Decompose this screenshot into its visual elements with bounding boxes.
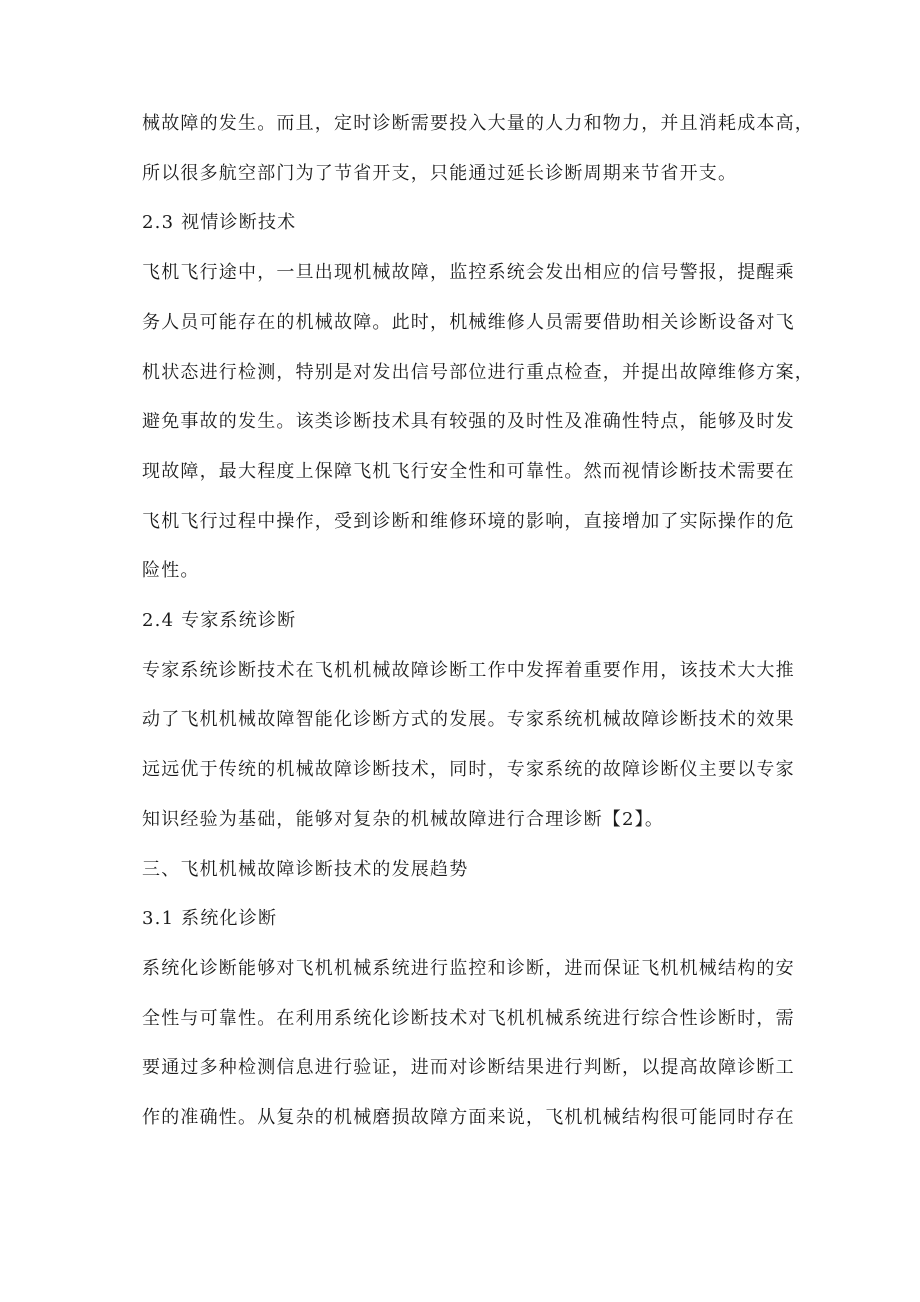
paragraph-line: 避免事故的发生。该类诊断技术具有较强的及时性及准确性特点，能够及时发 bbox=[142, 411, 795, 432]
paragraph-line: 系统化诊断能够对飞机机械系统进行监控和诊断，进而保证飞机机械结构的安 bbox=[142, 958, 795, 979]
section-heading: 三、飞机机械故障诊断技术的发展趋势 bbox=[142, 859, 469, 880]
paragraph-line: 机状态进行检测，特别是对发出信号部位进行重点检查，并提出故障维修方案， bbox=[142, 362, 814, 383]
section-heading: 2.3 视情诊断技术 bbox=[142, 212, 297, 233]
paragraph-line: 全性与可靠性。在利用系统化诊断技术对飞机机械系统进行综合性诊断时，需 bbox=[142, 1008, 795, 1029]
section-heading: 3.1 系统化诊断 bbox=[142, 908, 278, 929]
paragraph-line: 专家系统诊断技术在飞机机械故障诊断工作中发挥着重要作用，该技术大大推 bbox=[142, 660, 795, 681]
paragraph-line: 务人员可能存在的机械故障。此时，机械维修人员需要借助相关诊断设备对飞 bbox=[142, 312, 795, 333]
paragraph-line: 飞机飞行途中，一旦出现机械故障，监控系统会发出相应的信号警报，提醒乘 bbox=[142, 262, 795, 283]
paragraph-line: 现故障，最大程度上保障飞机飞行安全性和可靠性。然而视情诊断技术需要在 bbox=[142, 461, 795, 482]
paragraph-line: 所以很多航空部门为了节省开支，只能通过延长诊断周期来节省开支。 bbox=[142, 163, 738, 184]
paragraph-line: 动了飞机机械故障智能化诊断方式的发展。专家系统机械故障诊断技术的效果 bbox=[142, 709, 795, 730]
paragraph-line: 远远优于传统的机械故障诊断技术，同时，专家系统的故障诊断仪主要以专家 bbox=[142, 759, 795, 780]
paragraph-line: 知识经验为基础，能够对复杂的机械故障进行合理诊断【2】。 bbox=[142, 809, 665, 830]
paragraph-line: 械故障的发生。而且，定时诊断需要投入大量的人力和物力，并且消耗成本高， bbox=[142, 113, 814, 134]
paragraph-line: 要通过多种检测信息进行验证，进而对诊断结果进行判断，以提高故障诊断工 bbox=[142, 1057, 795, 1078]
section-heading: 2.4 专家系统诊断 bbox=[142, 610, 297, 631]
paragraph-line: 飞机飞行过程中操作，受到诊断和维修环境的影响，直接增加了实际操作的危 bbox=[142, 511, 795, 532]
paragraph-line: 作的准确性。从复杂的机械磨损故障方面来说，飞机机械结构很可能同时存在 bbox=[142, 1107, 795, 1128]
paragraph-line: 险性。 bbox=[142, 560, 200, 581]
